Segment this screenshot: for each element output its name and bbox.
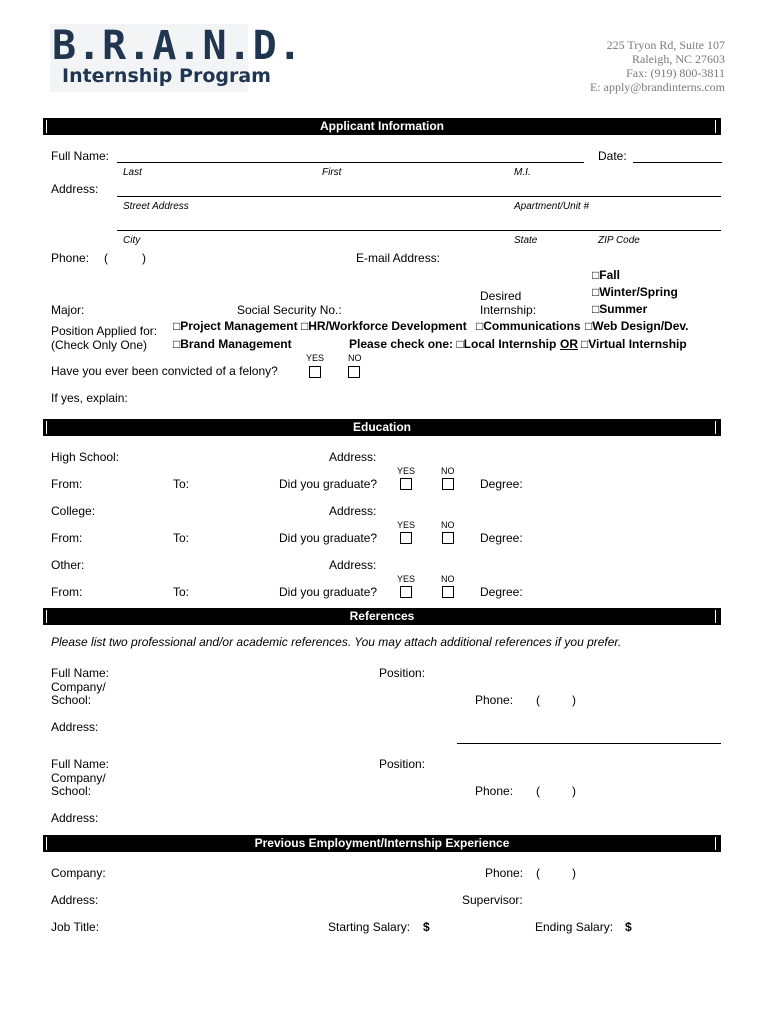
other-from-label: From: (51, 585, 83, 599)
term-winter-spring-option[interactable]: □Winter/Spring (592, 285, 678, 299)
employment-phone-paren-open: ( (536, 866, 540, 880)
employment-job-title-label: Job Title: (51, 920, 100, 934)
city-state-zip-field[interactable] (117, 230, 721, 231)
college-to-label: To: (173, 531, 190, 545)
ref2-phone-paren-close: ) (572, 784, 576, 798)
felony-question: Have you ever been convicted of a felony? (51, 364, 278, 378)
ref1-phone-paren-close: ) (572, 693, 576, 707)
date-field[interactable] (633, 162, 722, 163)
ref1-address-label: Address: (51, 720, 99, 734)
contact-street: 225 Tryon Rd, Suite 107 (606, 38, 725, 52)
position-project-management-option[interactable]: □Project Management (173, 319, 298, 333)
street-address-caption: Street Address (123, 201, 189, 212)
section-header-references: References (43, 608, 721, 625)
section-header-education: Education (43, 419, 721, 436)
high-school-to-label: To: (173, 477, 190, 491)
college-yes-label: YES (397, 520, 416, 530)
ref1-full-name-label: Full Name: (51, 666, 110, 680)
term-fall-option[interactable]: □Fall (592, 268, 620, 282)
zip-caption: ZIP Code (598, 235, 640, 246)
felony-yes-checkbox[interactable] (309, 366, 321, 378)
college-degree-label: Degree: (480, 531, 523, 545)
desired-internship-label-line1: Desired (480, 289, 522, 303)
other-address-label: Address: (329, 558, 377, 572)
high-school-degree-label: Degree: (480, 477, 523, 491)
starting-salary-dollar: $ (423, 920, 430, 934)
date-label: Date: (598, 149, 627, 163)
other-school-label: Other: (51, 558, 85, 572)
desired-internship-label-line2: Internship: (480, 303, 537, 317)
ref2-full-name-label: Full Name: (51, 757, 110, 771)
last-name-caption: Last (123, 167, 142, 178)
ref1-company-label-line1: Company/ (51, 680, 106, 694)
ref1-phone-label: Phone: (475, 693, 514, 707)
or-text: OR (560, 337, 578, 351)
position-hr-option[interactable]: □HR/Workforce Development (301, 319, 467, 333)
street-address-field[interactable] (117, 196, 721, 197)
explain-label: If yes, explain: (51, 391, 128, 405)
logo-title: B.R.A.N.D. (52, 23, 303, 69)
employment-phone-label: Phone: (485, 866, 524, 880)
ref2-address-label: Address: (51, 811, 99, 825)
virtual-internship-option[interactable]: □Virtual Internship (581, 337, 687, 351)
phone-paren-open: ( (104, 251, 108, 265)
contact-city: Raleigh, NC 27603 (632, 52, 725, 66)
position-brand-management-option[interactable]: □Brand Management (173, 337, 292, 351)
other-yes-checkbox[interactable] (400, 586, 412, 598)
felony-yes-label: YES (306, 353, 325, 363)
high-school-yes-label: YES (397, 466, 416, 476)
contact-fax: Fax: (919) 800-3811 (626, 66, 725, 80)
section-header-employment: Previous Employment/Internship Experience (43, 835, 721, 852)
references-instructions: Please list two professional and/or academic references. You may attach additional references if you prefer. (51, 635, 622, 649)
email-label: E-mail Address: (356, 251, 441, 265)
college-no-label: NO (441, 520, 455, 530)
ref2-company-label-line1: Company/ (51, 771, 106, 785)
phone-paren-close: ) (142, 251, 146, 265)
local-internship-option[interactable]: Please check one: □Local Internship (349, 337, 557, 351)
high-school-no-label: NO (441, 466, 455, 476)
felony-no-checkbox[interactable] (348, 366, 360, 378)
ref1-company-label-line2: School: (51, 693, 92, 707)
employment-company-label: Company: (51, 866, 106, 880)
ref2-phone-paren-open: ( (536, 784, 540, 798)
other-degree-label: Degree: (480, 585, 523, 599)
high-school-yes-checkbox[interactable] (400, 478, 412, 490)
other-graduate-label: Did you graduate? (279, 585, 378, 599)
address-label: Address: (51, 182, 99, 196)
ref1-phone-paren-open: ( (536, 693, 540, 707)
section-header-applicant: Applicant Information (43, 118, 721, 135)
college-graduate-label: Did you graduate? (279, 531, 378, 545)
logo-subtitle: Internship Program (62, 65, 271, 87)
ref1-position-label: Position: (379, 666, 426, 680)
position-web-design-option[interactable]: □Web Design/Dev. (585, 319, 689, 333)
high-school-no-checkbox[interactable] (442, 478, 454, 490)
employment-address-label: Address: (51, 893, 99, 907)
other-yes-label: YES (397, 574, 416, 584)
ref2-phone-label: Phone: (475, 784, 514, 798)
college-from-label: From: (51, 531, 83, 545)
position-label-line1: Position Applied for: (51, 324, 158, 338)
employment-supervisor-label: Supervisor: (462, 893, 523, 907)
apartment-caption: Apartment/Unit # (514, 201, 590, 212)
first-name-caption: First (322, 167, 342, 178)
ref2-company-label-line2: School: (51, 784, 92, 798)
phone-label: Phone: (51, 251, 90, 265)
major-label: Major: (51, 303, 85, 317)
state-caption: State (514, 235, 538, 246)
employment-starting-salary-label: Starting Salary: (328, 920, 411, 934)
middle-initial-caption: M.I. (514, 167, 531, 178)
felony-no-label: NO (348, 353, 362, 363)
other-no-label: NO (441, 574, 455, 584)
contact-email: E: apply@brandinterns.com (589, 80, 725, 94)
full-name-label: Full Name: (51, 149, 110, 163)
position-label-line2: (Check Only One) (51, 338, 148, 352)
high-school-graduate-label: Did you graduate? (279, 477, 378, 491)
employment-phone-paren-close: ) (572, 866, 576, 880)
high-school-address-label: Address: (329, 450, 377, 464)
college-address-label: Address: (329, 504, 377, 518)
ref2-position-label: Position: (379, 757, 426, 771)
full-name-field[interactable] (117, 162, 584, 163)
position-communications-option[interactable]: □Communications (476, 319, 581, 333)
other-no-checkbox[interactable] (442, 586, 454, 598)
ending-salary-dollar: $ (625, 920, 632, 934)
ssn-label: Social Security No.: (237, 303, 342, 317)
other-to-label: To: (173, 585, 190, 599)
term-summer-option[interactable]: □Summer (592, 302, 648, 316)
city-caption: City (123, 235, 141, 246)
college-yes-checkbox[interactable] (400, 532, 412, 544)
high-school-from-label: From: (51, 477, 83, 491)
employment-ending-salary-label: Ending Salary: (535, 920, 614, 934)
high-school-label: High School: (51, 450, 120, 464)
college-label: College: (51, 504, 96, 518)
reference-divider (457, 743, 721, 744)
college-no-checkbox[interactable] (442, 532, 454, 544)
